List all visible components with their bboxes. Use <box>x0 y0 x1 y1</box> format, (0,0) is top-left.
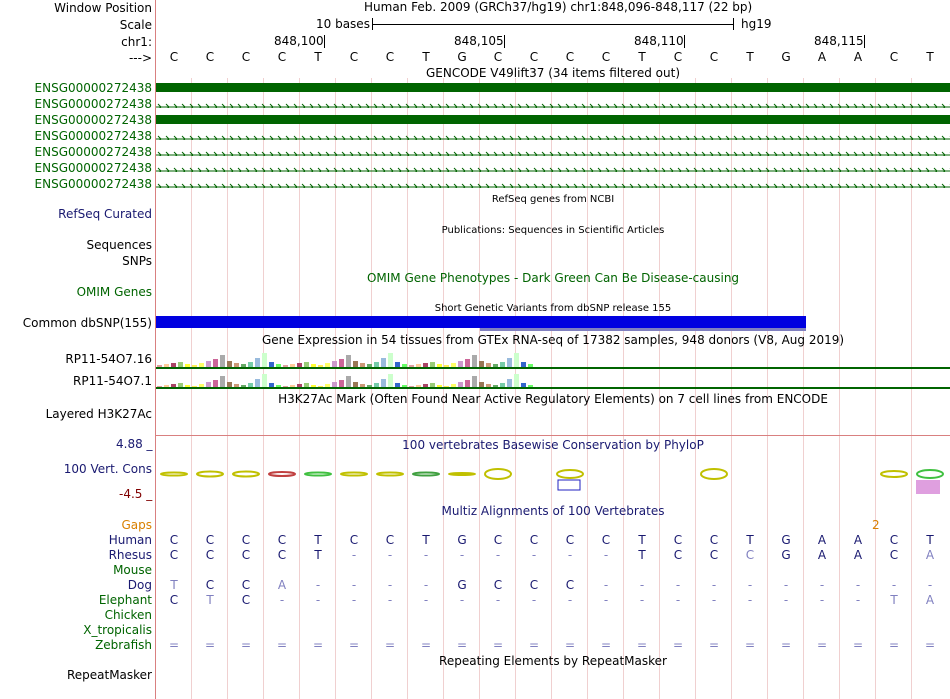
aligned-base: C <box>169 548 179 562</box>
aligned-base: = <box>276 638 288 652</box>
window-position-label: Window Position <box>54 1 152 15</box>
gtex-bar[interactable] <box>472 376 477 387</box>
aligned-base: - <box>603 548 609 562</box>
base: T <box>314 50 322 64</box>
phylop-max: 4.88 _ <box>116 437 153 451</box>
gencode-intron-arrows[interactable] <box>156 100 950 108</box>
gencode-exon-bar[interactable] <box>156 115 950 124</box>
aligned-base: C <box>205 533 215 547</box>
aligned-base: = <box>168 638 180 652</box>
aligned-base: C <box>529 533 539 547</box>
aligned-base: - <box>639 578 645 592</box>
gtex-bar[interactable] <box>262 374 267 387</box>
aligned-base: A <box>925 548 935 562</box>
aligned-base: C <box>889 548 899 562</box>
aligned-base: - <box>603 578 609 592</box>
gtex-bar[interactable] <box>381 379 386 387</box>
base: C <box>205 50 215 64</box>
repeatmasker-title: Repeating Elements by RepeatMasker <box>439 654 667 668</box>
aligned-base: C <box>349 533 359 547</box>
species-label[interactable]: Rhesus <box>108 548 152 562</box>
omim-label[interactable]: OMIM Genes <box>76 285 152 299</box>
gencode-item-label[interactable]: ENSG00000272438 <box>34 177 152 191</box>
aligned-base: C <box>277 533 287 547</box>
aligned-base: - <box>531 593 537 607</box>
base: C <box>673 50 683 64</box>
gtex-bar[interactable] <box>213 359 218 367</box>
species-label[interactable]: Elephant <box>98 593 152 607</box>
aligned-base: = <box>492 638 504 652</box>
gtex-bar[interactable] <box>514 353 519 367</box>
gtex-bar[interactable] <box>388 374 393 387</box>
publications-title: Publications: Sequences in Scientific Articles <box>441 225 665 236</box>
aligned-base: C <box>565 578 575 592</box>
aligned-base: C <box>709 533 719 547</box>
phylop-glyph <box>917 470 943 478</box>
aligned-base: - <box>747 578 753 592</box>
gaps-label: Gaps <box>121 518 152 532</box>
aligned-base: - <box>891 578 897 592</box>
species-label[interactable]: Zebrafish <box>95 638 152 652</box>
gtex-bar[interactable] <box>388 353 393 367</box>
gtex-divider-1 <box>156 367 950 369</box>
aligned-base: = <box>600 638 612 652</box>
phylop-glyph <box>197 472 223 477</box>
aligned-base: A <box>277 578 287 592</box>
gtex-row-2-label[interactable]: RP11-54O7.1 <box>73 374 152 388</box>
aligned-base: T <box>746 533 754 547</box>
aligned-base: = <box>204 638 216 652</box>
aligned-base: - <box>387 548 393 562</box>
aligned-base: A <box>817 548 827 562</box>
gencode-item-label[interactable]: ENSG00000272438 <box>34 113 152 127</box>
aligned-base: - <box>927 578 933 592</box>
aligned-base: G <box>457 533 467 547</box>
aligned-base: - <box>459 548 465 562</box>
gencode-intron-arrows[interactable] <box>156 148 950 156</box>
aligned-base: = <box>816 638 828 652</box>
aligned-base: C <box>241 593 251 607</box>
gencode-item-label[interactable]: ENSG00000272438 <box>34 81 152 95</box>
aligned-base: - <box>783 593 789 607</box>
gtex-bar[interactable] <box>507 379 512 387</box>
aligned-base: T <box>170 578 178 592</box>
base: C <box>277 50 287 64</box>
aligned-base: C <box>241 578 251 592</box>
aligned-base: C <box>673 548 683 562</box>
gencode-intron-arrows[interactable] <box>156 164 950 172</box>
phylop-glyph <box>233 472 259 477</box>
aligned-base: G <box>781 533 791 547</box>
gtex-bar[interactable] <box>346 376 351 387</box>
base: C <box>493 50 503 64</box>
aligned-base: T <box>422 533 430 547</box>
aligned-base: = <box>564 638 576 652</box>
aligned-base: = <box>528 638 540 652</box>
aligned-base: = <box>708 638 720 652</box>
aligned-base: - <box>855 593 861 607</box>
gtex-bar[interactable] <box>213 380 218 387</box>
gencode-item-label[interactable]: ENSG00000272438 <box>34 145 152 159</box>
aligned-base: - <box>603 593 609 607</box>
gencode-intron-arrows[interactable] <box>156 132 950 140</box>
base: C <box>601 50 611 64</box>
ruler-tick <box>684 35 685 48</box>
species-label[interactable]: Human <box>108 533 152 547</box>
ruler-tick-label: 848,110 <box>634 34 684 48</box>
aligned-base: C <box>889 533 899 547</box>
aligned-base: = <box>312 638 324 652</box>
gtex-bar[interactable] <box>465 359 470 367</box>
aligned-base: - <box>315 593 321 607</box>
dbsnp-variant-shadow <box>480 328 806 331</box>
aligned-base: - <box>423 593 429 607</box>
phylop-glyph <box>413 473 439 476</box>
aligned-base: - <box>855 578 861 592</box>
phylop-logo <box>156 462 950 498</box>
aligned-base: T <box>890 593 898 607</box>
aligned-base: = <box>636 638 648 652</box>
phylop-glyph <box>449 473 475 475</box>
aligned-base: A <box>853 548 863 562</box>
aligned-base: - <box>495 593 501 607</box>
aligned-base: C <box>169 593 179 607</box>
h3k27ac-baseline <box>156 435 950 436</box>
aligned-base: - <box>567 593 573 607</box>
species-label[interactable]: Chicken <box>104 608 152 622</box>
aligned-base: C <box>493 578 503 592</box>
ruler-tick-label: 848,100 <box>274 34 324 48</box>
phylop-glyph <box>341 473 367 476</box>
h3k27ac-label[interactable]: Layered H3K27Ac <box>45 407 152 421</box>
base: G <box>781 50 791 64</box>
aligned-base: T <box>314 548 322 562</box>
aligned-base: C <box>601 533 611 547</box>
base: T <box>926 50 934 64</box>
phylop-glyph <box>557 470 583 478</box>
sequences-label[interactable]: Sequences <box>86 238 152 252</box>
gaps-value: 2 <box>872 518 880 532</box>
scale-assembly: hg19 <box>741 17 772 31</box>
aligned-base: - <box>459 593 465 607</box>
aligned-base: C <box>529 578 539 592</box>
base: A <box>817 50 827 64</box>
aligned-base: C <box>241 548 251 562</box>
aligned-base: - <box>675 593 681 607</box>
base: T <box>422 50 430 64</box>
gtex-bar[interactable] <box>220 355 225 367</box>
strand-label: ---> <box>128 51 152 65</box>
aligned-base: = <box>672 638 684 652</box>
aligned-base: - <box>315 578 321 592</box>
base: C <box>349 50 359 64</box>
aligned-base: - <box>387 578 393 592</box>
refseq-label[interactable]: RefSeq Curated <box>58 207 152 221</box>
aligned-base: - <box>351 548 357 562</box>
gtex-bar[interactable] <box>507 358 512 367</box>
scale-bar-text: 10 bases <box>316 17 370 31</box>
omim-title: OMIM Gene Phenotypes - Dark Green Can Be Disease-causing <box>366 271 740 285</box>
ruler-tick-label: 848,115 <box>814 34 864 48</box>
aligned-base: C <box>385 533 395 547</box>
h3k27ac-title: H3K27Ac Mark (Often Found Near Active Regulatory Elements) on 7 cell lines from ENCODE <box>278 392 828 406</box>
phylop-title: 100 vertebrates Basewise Conservation by PhyloP <box>402 438 704 452</box>
phylop-neg-bar <box>558 480 580 490</box>
base: C <box>169 50 179 64</box>
aligned-base: = <box>384 638 396 652</box>
aligned-base: C <box>241 533 251 547</box>
gtex-bar[interactable] <box>339 359 344 367</box>
phylop-label[interactable]: 100 Vert. Cons <box>63 462 152 476</box>
phylop-glyph <box>305 473 331 476</box>
aligned-base: = <box>420 638 432 652</box>
multiz-title: Multiz Alignments of 100 Vertebrates <box>441 504 665 518</box>
window-position-text: Human Feb. 2009 (GRCh37/hg19) chr1:848,096-848,117 (22 bp) <box>364 0 753 14</box>
aligned-base: - <box>351 593 357 607</box>
aligned-base: = <box>780 638 792 652</box>
gtex-bar[interactable] <box>255 379 260 387</box>
phylop-neg-bar <box>916 480 940 494</box>
gtex-bar[interactable] <box>220 376 225 387</box>
phylop-glyph <box>881 471 907 477</box>
base: T <box>638 50 646 64</box>
gtex-bar[interactable] <box>465 380 470 387</box>
aligned-base: - <box>675 578 681 592</box>
base: C <box>241 50 251 64</box>
aligned-base: C <box>673 533 683 547</box>
gtex-bar[interactable] <box>262 353 267 367</box>
base: T <box>746 50 754 64</box>
aligned-base: G <box>457 578 467 592</box>
aligned-base: = <box>888 638 900 652</box>
gencode-title[interactable]: GENCODE V49lift37 (34 items filtered out) <box>425 66 680 80</box>
aligned-base: T <box>314 533 322 547</box>
base: C <box>709 50 719 64</box>
species-label[interactable]: Dog <box>127 578 152 592</box>
aligned-base: = <box>924 638 936 652</box>
aligned-base: G <box>781 548 791 562</box>
aligned-base: C <box>277 548 287 562</box>
aligned-base: C <box>205 578 215 592</box>
base: C <box>565 50 575 64</box>
aligned-base: - <box>711 578 717 592</box>
snps-label[interactable]: SNPs <box>122 254 152 268</box>
gencode-exon-bar[interactable] <box>156 83 950 92</box>
base: C <box>529 50 539 64</box>
aligned-base: A <box>925 593 935 607</box>
aligned-base: T <box>206 593 214 607</box>
refseq-title: RefSeq genes from NCBI <box>491 194 615 205</box>
aligned-base: = <box>744 638 756 652</box>
aligned-base: A <box>817 533 827 547</box>
dbsnp-title: Short Genetic Variants from dbSNP release 155 <box>434 303 672 314</box>
aligned-base: - <box>567 548 573 562</box>
gtex-divider-2 <box>156 387 950 389</box>
aligned-base: - <box>747 593 753 607</box>
aligned-base: - <box>351 578 357 592</box>
dbsnp-variant-bar[interactable] <box>156 316 806 328</box>
ruler-label: chr1: <box>121 35 152 49</box>
aligned-base: C <box>493 533 503 547</box>
ruler-tick-label: 848,105 <box>454 34 504 48</box>
aligned-base: - <box>711 593 717 607</box>
gtex-title: Gene Expression in 54 tissues from GTEx RNA-seq of 17382 samples, 948 donors (V8, Aug 2019) <box>261 333 845 347</box>
aligned-base: - <box>819 593 825 607</box>
aligned-base: T <box>638 548 646 562</box>
phylop-glyph <box>161 473 187 476</box>
species-label[interactable]: X_tropicalis <box>83 623 152 637</box>
ruler-tick <box>864 35 865 48</box>
dbsnp-label[interactable]: Common dbSNP(155) <box>22 316 152 330</box>
aligned-base: - <box>279 593 285 607</box>
base: C <box>385 50 395 64</box>
aligned-base: - <box>639 593 645 607</box>
gtex-row-1-label[interactable]: RP11-54O7.16 <box>65 352 152 366</box>
repeatmasker-label[interactable]: RepeatMasker <box>66 668 152 682</box>
gtex-bar[interactable] <box>381 358 386 367</box>
gencode-item-label[interactable]: ENSG00000272438 <box>34 97 152 111</box>
aligned-base: - <box>495 548 501 562</box>
gtex-bar[interactable] <box>339 380 344 387</box>
aligned-base: - <box>423 578 429 592</box>
scale-bar <box>372 17 734 31</box>
phylop-glyph <box>701 469 727 479</box>
gtex-bar[interactable] <box>255 358 260 367</box>
aligned-base: - <box>531 548 537 562</box>
aligned-base: T <box>638 533 646 547</box>
aligned-base: C <box>205 548 215 562</box>
aligned-base: - <box>387 593 393 607</box>
base: C <box>889 50 899 64</box>
ruler-tick <box>324 35 325 48</box>
aligned-base: = <box>852 638 864 652</box>
phylop-min: -4.5 _ <box>119 487 153 501</box>
phylop-glyph <box>269 472 295 476</box>
phylop-glyph <box>485 469 511 479</box>
aligned-base: C <box>565 533 575 547</box>
aligned-base: C <box>745 548 755 562</box>
base: A <box>853 50 863 64</box>
aligned-base: C <box>169 533 179 547</box>
aligned-base: T <box>926 533 934 547</box>
gencode-intron-arrows[interactable] <box>156 180 950 188</box>
gtex-bar[interactable] <box>346 355 351 367</box>
aligned-base: = <box>240 638 252 652</box>
aligned-base: A <box>853 533 863 547</box>
gtex-bar[interactable] <box>472 355 477 367</box>
scale-label: Scale <box>119 18 152 32</box>
gencode-item-label[interactable]: ENSG00000272438 <box>34 129 152 143</box>
phylop-glyph <box>377 473 403 476</box>
gencode-item-label[interactable]: ENSG00000272438 <box>34 161 152 175</box>
base: G <box>457 50 467 64</box>
ruler-tick <box>504 35 505 48</box>
aligned-base: = <box>456 638 468 652</box>
aligned-base: - <box>819 578 825 592</box>
aligned-base: - <box>423 548 429 562</box>
aligned-base: C <box>709 548 719 562</box>
aligned-base: - <box>783 578 789 592</box>
species-label[interactable]: Mouse <box>113 563 152 577</box>
aligned-base: = <box>348 638 360 652</box>
gtex-bar[interactable] <box>514 374 519 387</box>
